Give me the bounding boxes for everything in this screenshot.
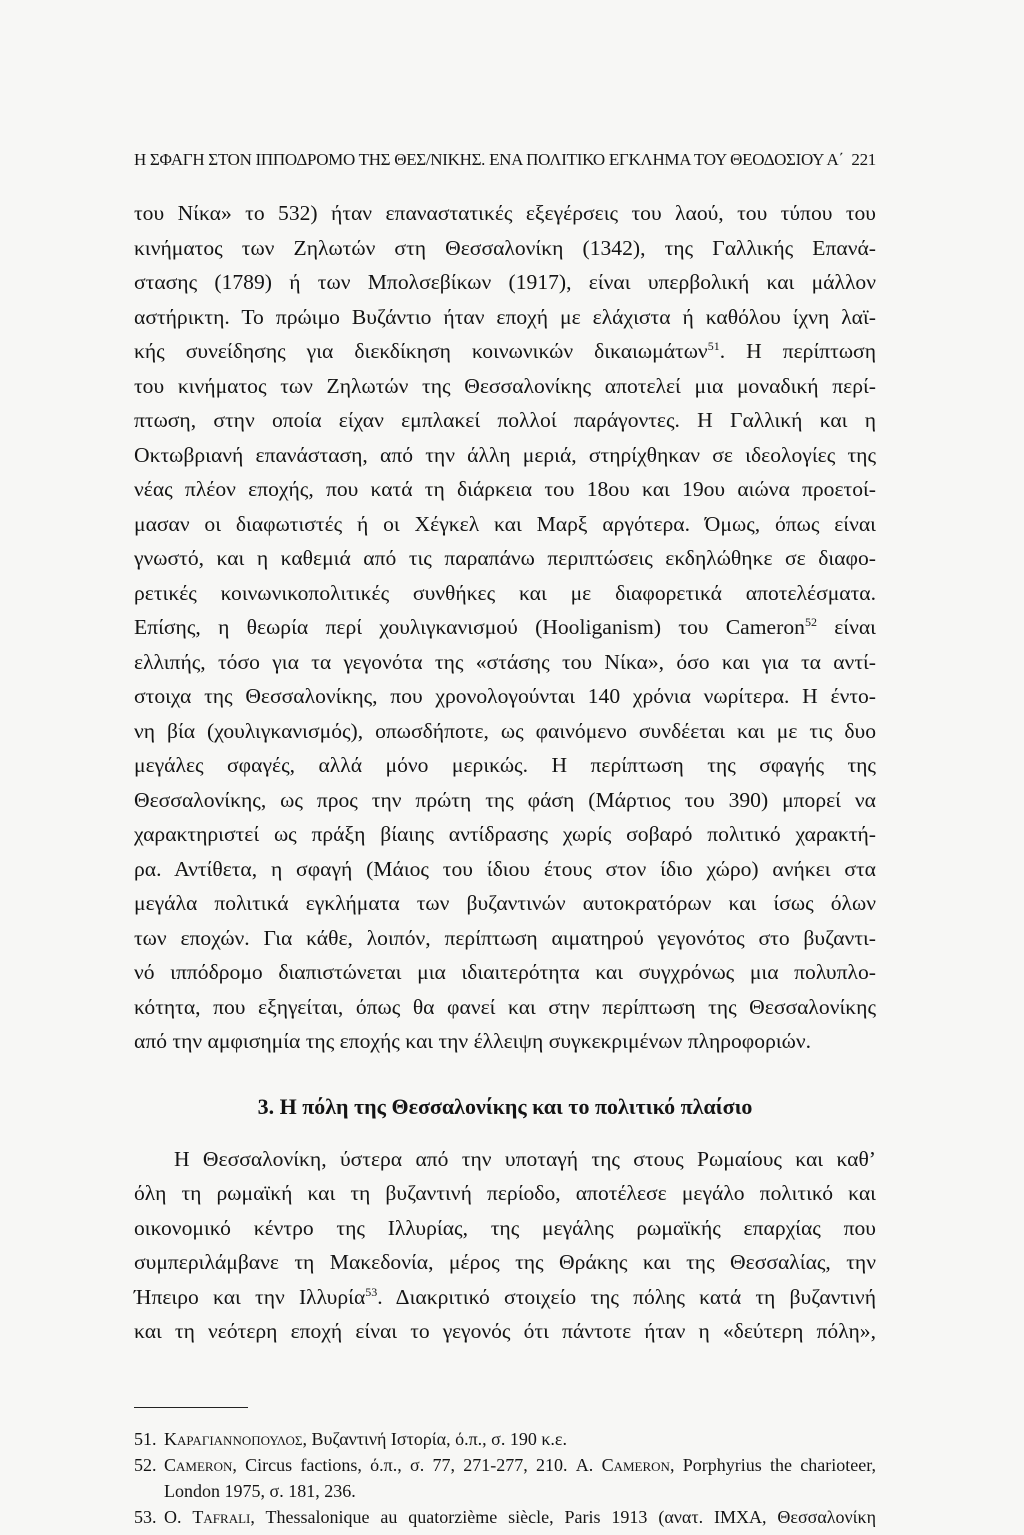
text-line: του κινήματος των Ζηλωτών της Θεσσαλονίκης αποτελεί μια μοναδική περί-	[134, 373, 876, 398]
text-line: γνωστό, και η καθεμιά από τις παραπάνω περιπτώσεις εκδηλώθηκε σε διαφο-	[134, 546, 876, 570]
footnote-number: 53.	[134, 1506, 157, 1527]
footnote-number: 52.	[134, 1454, 157, 1475]
footnote-citation: , Circus factions, ό.π., σ. 77, 271-277, 210. A.	[232, 1454, 602, 1475]
footnote-line	[164, 1504, 876, 1530]
text-segment: κής συνείδησης για διεκδίκηση κοινωνικών δικαιωμάτων	[134, 339, 708, 363]
footnote-initial: O.	[164, 1506, 193, 1527]
text-line: κινήματος των Ζηλωτών στη Θεσσαλονίκη (1342), της Γαλλικής Επανά-	[134, 235, 876, 260]
text-line: μεγάλα πολιτικά εγκλήματα των βυζαντινών αυτοκρατόρων και ίσως όλων	[134, 891, 876, 915]
footnote-text	[164, 1426, 876, 1452]
text-line: αστήρικτη. Το πρώιμο Βυζάντιο ήταν εποχή με ελάχιστα ή καθόλου ίχνη λαϊ-	[134, 304, 876, 329]
footnote-citation: , Porphyrius the charioteer,	[669, 1454, 876, 1475]
text-line: Θεσσαλονίκης, ως προς την πρώτη της φάση (Μάρτιος του 390) μπορεί να	[134, 787, 876, 812]
text-line	[134, 1280, 876, 1315]
footnote-number: 51.	[134, 1428, 157, 1449]
footnote-ref-51: 51	[707, 338, 720, 353]
text-line: του Νίκα» το 532) ήταν επαναστατικές εξεγέρσεις του λαού, του τύπου του	[134, 201, 876, 225]
text-segment: είναι	[816, 615, 876, 639]
text-line: ελλιπής, τόσο για τα γεγονότα της «στάσης του Νίκα», όσο και για τα αντί-	[134, 649, 876, 674]
footnote-divider	[134, 1407, 248, 1408]
footnote-author: Cameron	[164, 1454, 233, 1475]
text-line: νέας πλέον εποχής, που κατά τη διάρκεια του 18ου και 19ου αιώνα προετοί-	[134, 477, 876, 501]
footnote-author: Cameron	[601, 1454, 670, 1475]
paragraph-2	[134, 1142, 876, 1349]
footnote-ref-52: 52	[804, 614, 817, 629]
footnote-text	[164, 1504, 876, 1530]
text-segment: Επίσης, η θεωρία περί χουλιγκανισμού (Hooliganism) του Cameron	[134, 615, 805, 639]
text-line: μεγάλες σφαγές, αλλά μόνο μερικώς. Η περίπτωση της σφαγής της	[134, 753, 876, 777]
running-title: Η ΣΦΑΓΗ ΣΤΟΝ ΙΠΠΟΔΡΟΜΟ ΤΗΣ ΘΕΣ/ΝΙΚΗΣ. ΕΝΑ ΠΟΛΙΤΙΚΟ ΕΓΚΛΗΜΑ ΤΟΥ ΘΕΟΔΟΣΙΟΥ Α΄	[134, 150, 844, 169]
page-number: 221	[851, 150, 876, 169]
text-line: στασης (1789) ή των Μπολσεβίκων (1917), είναι υπερβολική και μάλλον	[134, 270, 876, 294]
text-line: οικονομικό κέντρο της Ιλλυρίας, της μεγάλης ρωμαϊκής επαρχίας που	[134, 1215, 876, 1240]
text-line: κότητα, που εξηγείται, όπως θα φανεί και στην περίπτωση της Θεσσαλονίκης	[134, 994, 876, 1019]
text-line	[134, 610, 876, 645]
text-line: μασαν οι διαφωτιστές ή οι Χέγκελ και Μαρξ αργότερα. Όμως, όπως είναι	[134, 511, 876, 536]
book-page	[134, 150, 876, 1530]
footnote-citation: , Βυζαντινή Ιστορία, ό.π., σ. 190 κ.ε.	[302, 1428, 567, 1449]
text-line: των εποχών. Για κάθε, λοιπόν, περίπτωση αιματηρού γεγονότος στο βυζαντι-	[134, 925, 876, 950]
text-segment: . Διακριτικό στοιχείο της πόλης κατά τη βυζαντινή	[377, 1284, 876, 1309]
text-line: όλη τη ρωμαϊκή και τη βυζαντινή περίοδο, αποτέλεσε μεγάλο πολιτικό και	[134, 1181, 876, 1205]
text-line: πτωση, στην οποία είχαν εμπλακεί πολλοί παράγοντες. Η Γαλλική και η	[134, 408, 876, 432]
text-line: από την αμφισημία της εποχής και την έλλειψη συγκεκριμένων πληροφοριών.	[134, 1029, 812, 1053]
footnote-52	[134, 1452, 876, 1504]
footnote-citation: , Thessalonique au quatorzième siècle, Paris 1913 (ανατ. ΙΜΧΑ, Θεσσαλονίκη	[250, 1506, 876, 1527]
text-segment: . Η περίπτωση	[719, 339, 876, 363]
footnote-author: Tafrali	[192, 1506, 251, 1527]
text-line: και τη νεότερη εποχή είναι το γεγονός ότι πάντοτε ήταν η «δεύτερη πόλη»,	[134, 1319, 876, 1343]
footnote-text	[164, 1452, 876, 1504]
footnote-51	[134, 1426, 876, 1452]
footnote-line: London 1975, σ. 181, 236.	[164, 1480, 356, 1501]
text-line: Η Θεσσαλονίκη, ύστερα από την υποταγή της στους Ρωμαίους και καθ’	[174, 1146, 876, 1171]
footnote-53	[134, 1504, 876, 1530]
footnote-ref-53: 53	[365, 1284, 378, 1299]
text-line: νη βία (χουλιγκανισμός), οπωσδήποτε, ως φαινόμενο συνδέεται και με τις δυο	[134, 718, 876, 743]
text-line: ρα. Αντίθετα, η σφαγή (Μάιος του ίδιου έτους στον ίδιο χώρο) ανήκει στα	[134, 856, 876, 881]
text-segment: Ήπειρο και την Ιλλυρία	[134, 1284, 366, 1309]
footnote-line	[164, 1452, 876, 1478]
footnote-author: Καραγιαννοπουλος	[164, 1428, 303, 1449]
text-line: Οκτωβριανή επανάσταση, από την άλλη μεριά, στηρίχθηκαν σε ιδεολογίες της	[134, 442, 876, 467]
text-line: στοιχα της Θεσσαλονίκης, που χρονολογούνται 140 χρόνια νωρίτερα. Η έντο-	[134, 684, 876, 708]
text-line	[134, 334, 876, 369]
text-line: ρετικές κοινωνικοπολιτικές συνθήκες και με διαφορετικά αποτελέσματα.	[134, 580, 876, 605]
paragraph-1	[134, 196, 876, 1059]
section-heading: 3. Η πόλη της Θεσσαλονίκης και το πολιτικό πλαίσιο	[257, 1093, 753, 1119]
text-line: χαρακτηριστεί ως πράξη βίαιης αντίδρασης χωρίς σοβαρό πολιτικό χαρακτή-	[134, 822, 876, 846]
running-header	[134, 150, 876, 170]
text-line: νό ιππόδρομο διαπιστώνεται μια ιδιαιτερότητα και συγχρόνως μια πολυπλο-	[134, 960, 876, 984]
text-line: συμπεριλάμβανε τη Μακεδονία, μέρος της Θράκης και της Θεσσαλίας, την	[134, 1250, 876, 1274]
